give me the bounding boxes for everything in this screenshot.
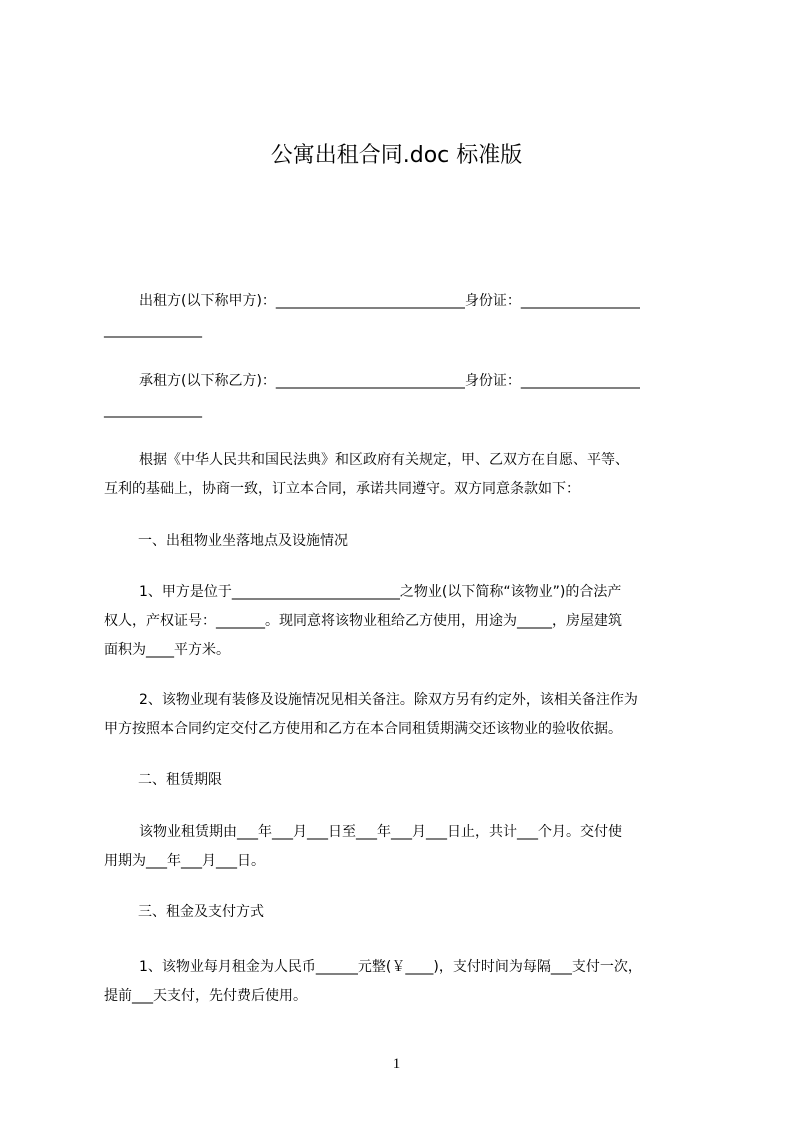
clause-1-1-paragraph: [104, 578, 710, 665]
document-title: 公寓出租合同.doc 标准版: [270, 143, 523, 168]
section-heading-1: 一、出租物业坐落地点及设施情况: [138, 533, 348, 549]
clause-1-1-line-2: 权人，产权证号：_______。现同意将该物业租给乙方使用，用途为_____，房屋建筑: [104, 613, 622, 629]
clause-1-1-line-1: 1、甲方是位于________________________之物业(以下简称“该物业”)的合法产: [139, 584, 622, 600]
page-number: 1: [392, 1056, 401, 1072]
clause-3-1-line-1: 1、该物业每月租金为人民币______元整(￥____)，支付时间为每隔___支付一次，: [139, 959, 642, 975]
clause-1-2-paragraph: [104, 686, 710, 744]
lessee-line-2: ______________: [104, 402, 202, 418]
lessor-line-1: 出租方(以下称甲方)：___________________________身份证：_________________: [139, 293, 640, 309]
section-heading-2: 二、租赁期限: [138, 772, 222, 788]
lessor-line-2: ______________: [104, 322, 202, 338]
section-heading-3: 三、租金及支付方式: [138, 904, 264, 920]
term-line-1: 该物业租赁期由___年___月___日至___年___月___日止，共计___个月。交付使: [139, 824, 622, 840]
clause-1-1-line-3: 面积为____平方米。: [104, 642, 230, 658]
clause-3-1-line-2: 提前___天支付，先付费后使用。: [104, 988, 307, 1004]
intro-line-1: 根据《中华人民共和国民法典》和区政府有关规定，甲、乙双方在自愿、平等、: [139, 452, 629, 468]
term-paragraph: [104, 818, 710, 876]
term-line-2: 用期为___年___月___日。: [104, 853, 265, 869]
clause-3-1-paragraph: [104, 953, 710, 1011]
clause-1-2-line-2: 甲方按照本合同约定交付乙方使用和乙方在本合同租赁期满交还该物业的验收依据。: [104, 721, 622, 737]
intro-paragraph: [104, 446, 710, 504]
lessee-line-1: 承租方(以下称乙方)：___________________________身份证：_________________: [139, 373, 640, 389]
lessor-paragraph: [104, 287, 710, 345]
clause-1-2-line-1: 2、该物业现有装修及设施情况见相关备注。除双方另有约定外，该相关备注作为: [139, 692, 638, 708]
lessee-paragraph: [104, 367, 710, 425]
intro-line-2: 互利的基础上，协商一致，订立本合同，承诺共同遵守。双方同意条款如下：: [104, 481, 580, 497]
